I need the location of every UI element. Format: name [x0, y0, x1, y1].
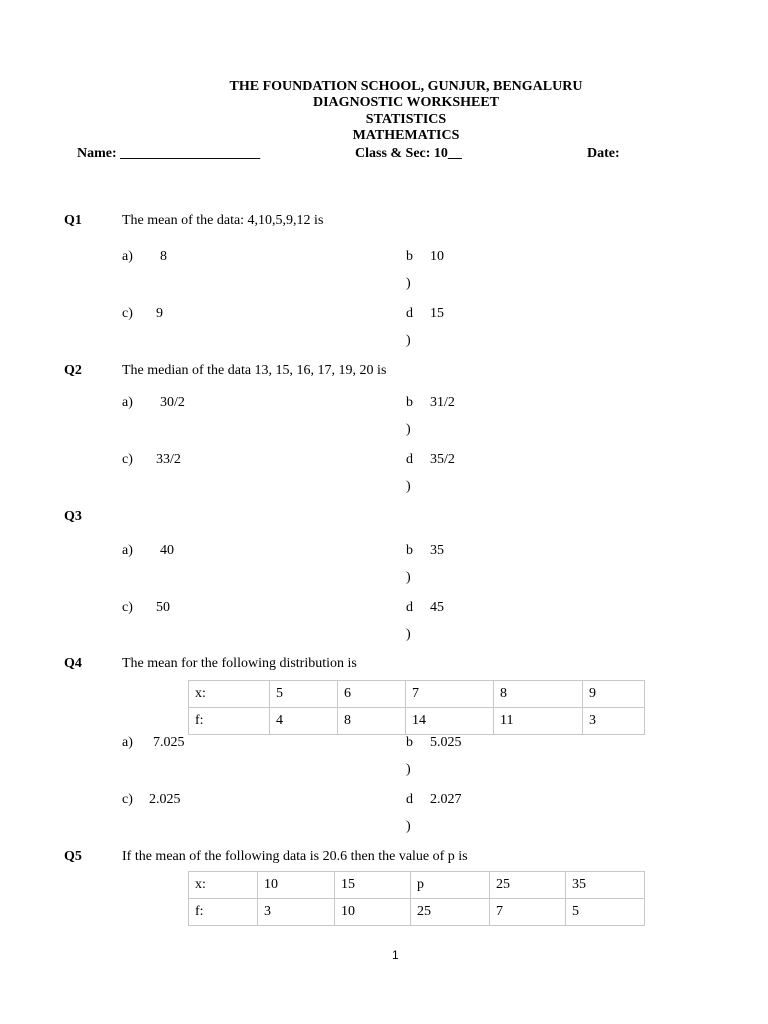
school-name: THE FOUNDATION SCHOOL, GUNJUR, BENGALURU [229, 79, 583, 94]
subject-title: MATHEMATICS [352, 128, 460, 143]
option-label: d [406, 792, 413, 807]
question-text: If the mean of the following data is 20.6 then the value of p is [122, 849, 468, 864]
name-label: Name: ____________________ [77, 146, 261, 161]
table-row [189, 708, 645, 735]
option-value: 15 [430, 306, 444, 321]
option-label: d [406, 600, 413, 615]
table-cell: f: [189, 899, 258, 926]
table-cell: 25 [411, 899, 490, 926]
option-value: 35 [430, 543, 444, 558]
option-label-paren: ) [406, 333, 411, 348]
question-number: Q3 [64, 509, 82, 524]
table-cell: 25 [490, 872, 566, 899]
date-label: Date: [587, 146, 620, 161]
table-cell: x: [189, 681, 270, 708]
table-cell: f: [189, 708, 270, 735]
question-text: The mean for the following distribution is [122, 656, 357, 671]
option-value: 35/2 [430, 452, 455, 467]
option-value: 30/2 [160, 395, 185, 410]
option-label: b [406, 249, 413, 264]
table-cell: 35 [566, 872, 645, 899]
option-value: 2.027 [430, 792, 462, 807]
question-number: Q2 [64, 363, 82, 378]
table-cell: 3 [583, 708, 645, 735]
option-label: c) [122, 306, 133, 321]
option-value: 10 [430, 249, 444, 264]
option-label: a) [122, 735, 133, 750]
option-label-paren: ) [406, 570, 411, 585]
table-cell: 8 [338, 708, 406, 735]
option-value: 8 [160, 249, 167, 264]
option-value: 50 [156, 600, 170, 615]
option-label: c) [122, 452, 133, 467]
option-label-paren: ) [406, 627, 411, 642]
table-cell: 7 [490, 899, 566, 926]
table-cell: 11 [494, 708, 583, 735]
class-label: Class & Sec: 10__ [355, 146, 462, 161]
option-label-paren: ) [406, 276, 411, 291]
option-value: 31/2 [430, 395, 455, 410]
option-value: 9 [156, 306, 163, 321]
table-cell: p [411, 872, 490, 899]
table-cell: 10 [335, 899, 411, 926]
question-number: Q4 [64, 656, 82, 671]
option-value: 33/2 [156, 452, 181, 467]
option-label: c) [122, 600, 133, 615]
option-label: b [406, 735, 413, 750]
question-text: The mean of the data: 4,10,5,9,12 is [122, 213, 324, 228]
option-label: c) [122, 792, 133, 807]
option-label-paren: ) [406, 762, 411, 777]
option-value: 45 [430, 600, 444, 615]
table-cell: 5 [566, 899, 645, 926]
table-cell: 6 [338, 681, 406, 708]
topic-title: STATISTICS [365, 112, 447, 127]
page-number: 1 [392, 948, 399, 962]
option-label-paren: ) [406, 422, 411, 437]
option-label: b [406, 395, 413, 410]
table-cell: x: [189, 872, 258, 899]
option-label: b [406, 543, 413, 558]
question-number: Q5 [64, 849, 82, 864]
table-cell: 7 [406, 681, 494, 708]
option-value: 5.025 [430, 735, 462, 750]
option-label: d [406, 452, 413, 467]
table-cell: 15 [335, 872, 411, 899]
table-cell: 3 [258, 899, 335, 926]
option-label: a) [122, 249, 133, 264]
worksheet-title: DIAGNOSTIC WORKSHEET [312, 95, 500, 110]
option-label: a) [122, 395, 133, 410]
option-value: 2.025 [149, 792, 181, 807]
distribution-table [188, 680, 645, 735]
table-cell: 14 [406, 708, 494, 735]
table-cell: 9 [583, 681, 645, 708]
question-number: Q1 [64, 213, 82, 228]
table-cell: 10 [258, 872, 335, 899]
option-value: 40 [160, 543, 174, 558]
table-row [189, 899, 645, 926]
option-value: 7.025 [153, 735, 185, 750]
question-text: The median of the data 13, 15, 16, 17, 19, 20 is [122, 363, 387, 378]
table-row [189, 872, 645, 899]
option-label-paren: ) [406, 819, 411, 834]
table-cell: 4 [270, 708, 338, 735]
table-cell: 8 [494, 681, 583, 708]
option-label: d [406, 306, 413, 321]
table-cell: 5 [270, 681, 338, 708]
table-row [189, 681, 645, 708]
option-label-paren: ) [406, 479, 411, 494]
option-label: a) [122, 543, 133, 558]
distribution-table [188, 871, 645, 926]
